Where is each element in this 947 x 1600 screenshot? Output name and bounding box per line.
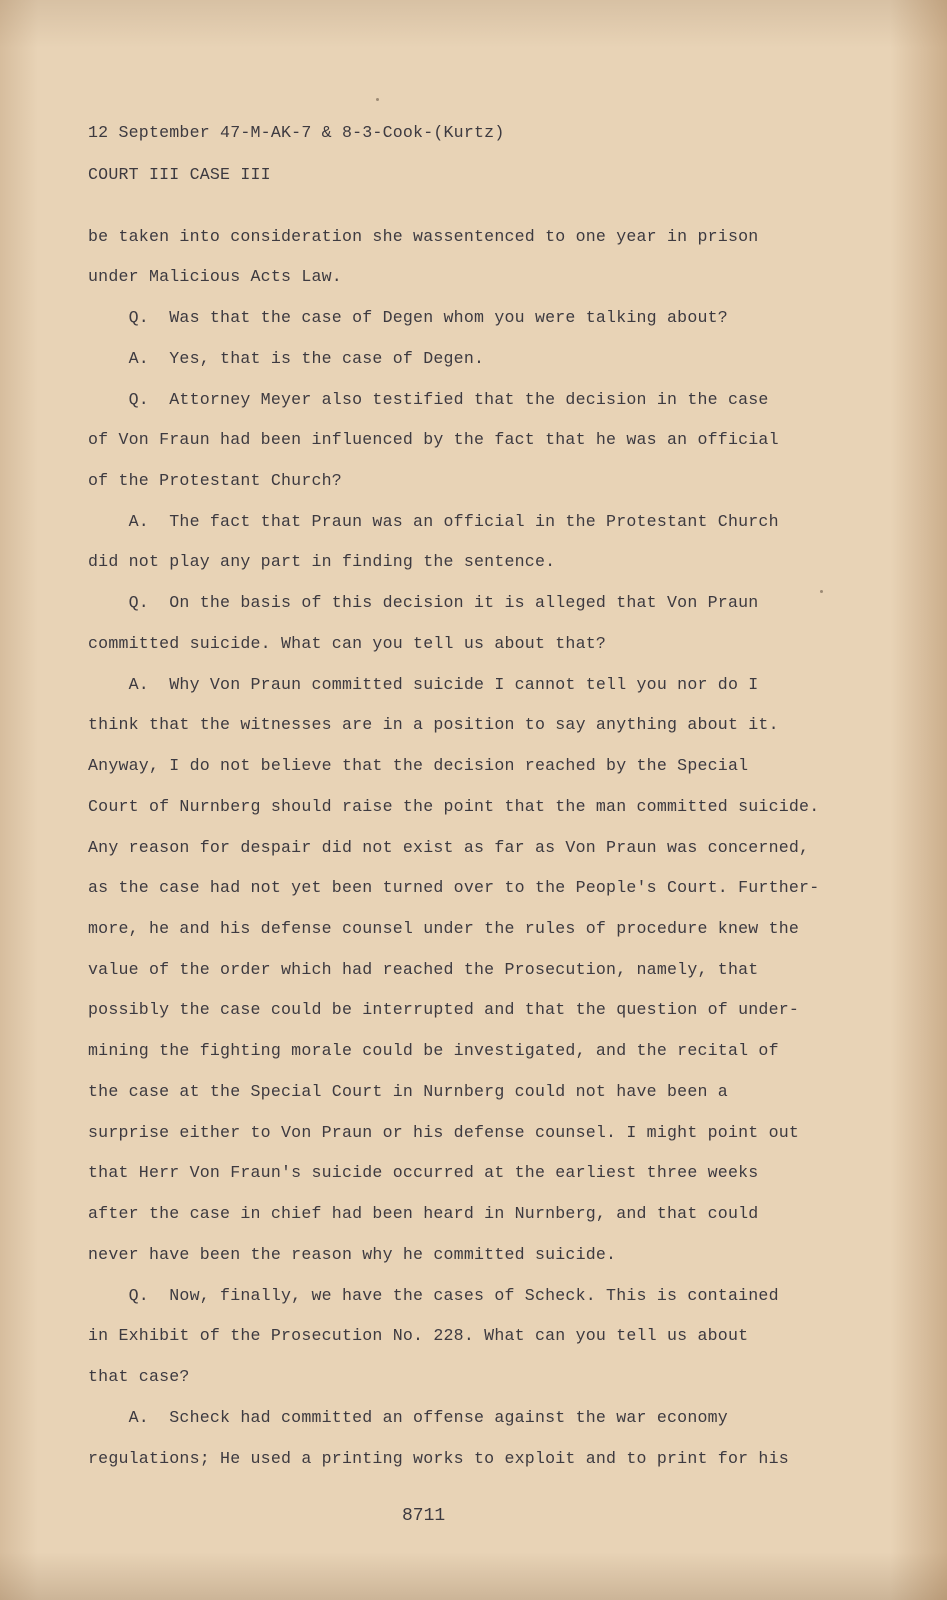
- body-line: A. Yes, that is the case of Degen.: [88, 349, 485, 368]
- body-line: Anyway, I do not believe that the decision reached by the Special: [88, 756, 749, 775]
- body-line: under Malicious Acts Law.: [88, 267, 342, 286]
- body-line: committed suicide. What can you tell us about that?: [88, 634, 607, 653]
- body-line: A. Why Von Praun committed suicide I cannot tell you nor do I: [88, 675, 759, 694]
- body-line: that Herr Von Fraun's suicide occurred at the earliest three weeks: [88, 1163, 759, 1182]
- speck: [820, 590, 823, 593]
- body-line: surprise either to Von Praun or his defense counsel. I might point out: [88, 1123, 800, 1142]
- body-line: never have been the reason why he committed suicide.: [88, 1245, 617, 1264]
- body-line: Q. On the basis of this decision it is alleged that Von Praun: [88, 593, 759, 612]
- body-line: did not play any part in finding the sentence.: [88, 552, 556, 571]
- body-line: of Von Fraun had been influenced by the fact that he was an official: [88, 430, 779, 449]
- body-line: more, he and his defense counsel under the rules of procedure knew the: [88, 919, 800, 938]
- body-line: A. The fact that Praun was an official in the Protestant Church: [88, 512, 779, 531]
- body-line: regulations; He used a printing works to exploit and to print for his: [88, 1449, 789, 1468]
- body-line: Court of Nurnberg should raise the point that the man committed suicide.: [88, 797, 820, 816]
- body-line: Any reason for despair did not exist as far as Von Praun was concerned,: [88, 838, 810, 857]
- body-line: the case at the Special Court in Nurnberg could not have been a: [88, 1082, 728, 1101]
- body-line: of the Protestant Church?: [88, 471, 342, 490]
- body-line: possibly the case could be interrupted and that the question of under-: [88, 1000, 800, 1019]
- body-line: Q. Now, finally, we have the cases of Scheck. This is contained: [88, 1286, 779, 1305]
- body-line: in Exhibit of the Prosecution No. 228. What can you tell us about: [88, 1326, 749, 1345]
- header-line-2: COURT III CASE III: [88, 165, 271, 184]
- body-line: think that the witnesses are in a position to say anything about it.: [88, 715, 779, 734]
- body-line: after the case in chief had been heard in Nurnberg, and that could: [88, 1204, 759, 1223]
- body-line: Q. Was that the case of Degen whom you were talking about?: [88, 308, 728, 327]
- body-line: Q. Attorney Meyer also testified that the decision in the case: [88, 390, 769, 409]
- body-line: that case?: [88, 1367, 190, 1386]
- speck: [376, 98, 379, 101]
- page-number: 8711: [402, 1506, 446, 1526]
- body-line: as the case had not yet been turned over to the People's Court. Further-: [88, 878, 820, 897]
- body-line: A. Scheck had committed an offense against the war economy: [88, 1408, 728, 1427]
- body-line: value of the order which had reached the Prosecution, namely, that: [88, 960, 759, 979]
- header-line-1: 12 September 47-M-AK-7 & 8-3-Cook-(Kurtz): [88, 123, 505, 142]
- body-line: be taken into consideration she wassentenced to one year in prison: [88, 227, 759, 246]
- body-line: mining the fighting morale could be investigated, and the recital of: [88, 1041, 779, 1060]
